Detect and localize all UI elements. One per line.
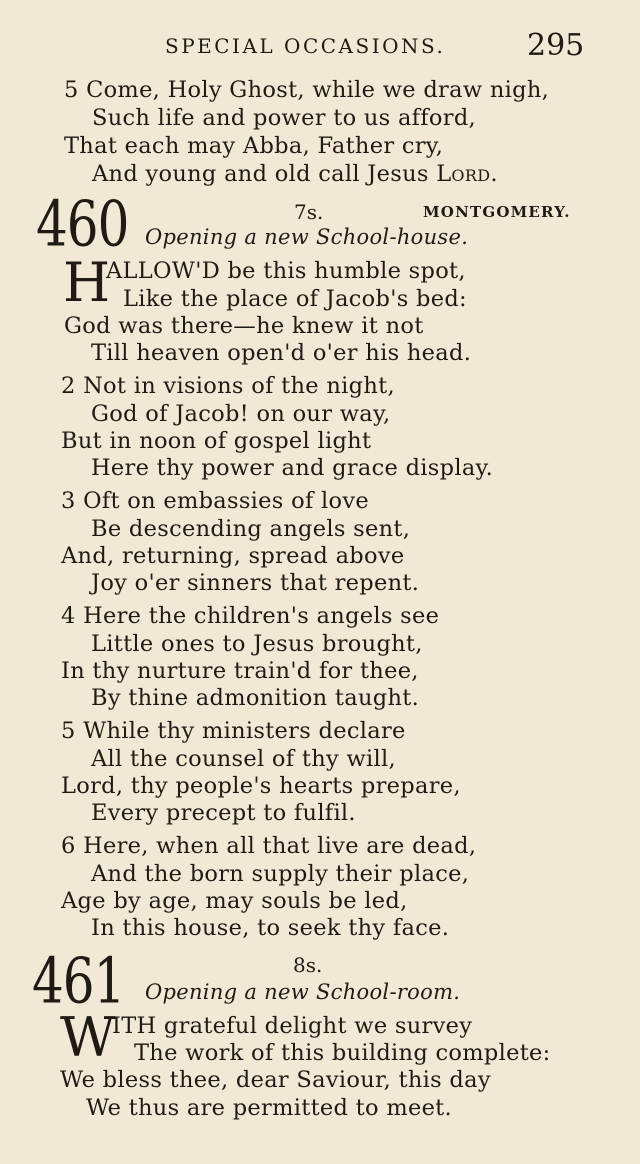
verse-line: Till heaven open'd o'er his head. — [91, 340, 472, 366]
verse-line: 2 Not in visions of the night, — [61, 373, 395, 399]
verse-line: But in noon of gospel light — [61, 428, 372, 454]
hymn-number: 460 — [36, 188, 129, 261]
verse-line: Lord, thy people's hearts prepare, — [61, 773, 461, 799]
verse-line: 5 While thy ministers declare — [61, 718, 406, 744]
verse-line: And, returning, spread above — [61, 543, 405, 569]
drop-cap: H — [63, 251, 111, 314]
hymn-meter: 7s. — [294, 200, 324, 224]
hymn-number: 461 — [32, 945, 125, 1018]
verse-line: That each may Abba, Father cry, — [64, 133, 444, 159]
verse-line: We bless thee, dear Saviour, this day — [60, 1067, 491, 1093]
hymn-subtitle: Opening a new School-room. — [145, 980, 461, 1004]
verse-line — [92, 160, 498, 188]
verse-line: Be descending angels sent, — [91, 516, 411, 542]
hymn-subtitle: Opening a new School-house. — [145, 225, 469, 249]
verse-line: God of Jacob! on our way, — [91, 401, 391, 427]
verse-line: ITH grateful delight we survey — [112, 1013, 473, 1039]
running-head: SPECIAL OCCASIONS. — [165, 34, 446, 58]
verse-line-text: And young and old call Jesus — [92, 161, 437, 187]
verse-line: In this house, to seek thy face. — [91, 915, 450, 941]
verse-line: Such life and power to us afford, — [92, 105, 476, 131]
page-number: 295 — [527, 28, 585, 63]
page-header — [0, 28, 640, 66]
verse-line: 6 Here, when all that live are dead, — [61, 833, 477, 859]
verse-line: 5 Come, Holy Ghost, while we draw nigh, — [64, 77, 550, 103]
verse-line: We thus are permitted to meet. — [86, 1095, 452, 1121]
verse-line: All the counsel of thy will, — [91, 746, 396, 772]
verse-line: 3 Oft on embassies of love — [61, 488, 369, 514]
verse-line: Age by age, may souls be led, — [61, 888, 408, 914]
verse-line: Joy o'er sinners that repent. — [91, 570, 420, 596]
verse-line: The work of this building complete: — [134, 1040, 551, 1066]
verse-line: Like the place of Jacob's bed: — [123, 286, 467, 312]
verse-line: 4 Here the children's angels see — [61, 603, 440, 629]
verse-line: Little ones to Jesus brought, — [91, 631, 423, 657]
verse-line: In thy nurture train'd for thee, — [61, 658, 419, 684]
verse-line: Every precept to fulfil. — [91, 800, 356, 826]
verse-line: ALLOW'D be this humble spot, — [106, 258, 466, 284]
lord-smallcaps: Lord. — [436, 161, 498, 187]
verse-line: God was there—he knew it not — [64, 313, 424, 339]
verse-line: Here thy power and grace display. — [91, 455, 494, 481]
drop-cap: W — [60, 1006, 116, 1069]
hymn-meter: 8s. — [293, 953, 323, 977]
verse-line: And the born supply their place, — [91, 861, 470, 887]
verse-line: By thine admonition taught. — [91, 685, 420, 711]
tune-name: MONTGOMERY. — [423, 203, 571, 221]
